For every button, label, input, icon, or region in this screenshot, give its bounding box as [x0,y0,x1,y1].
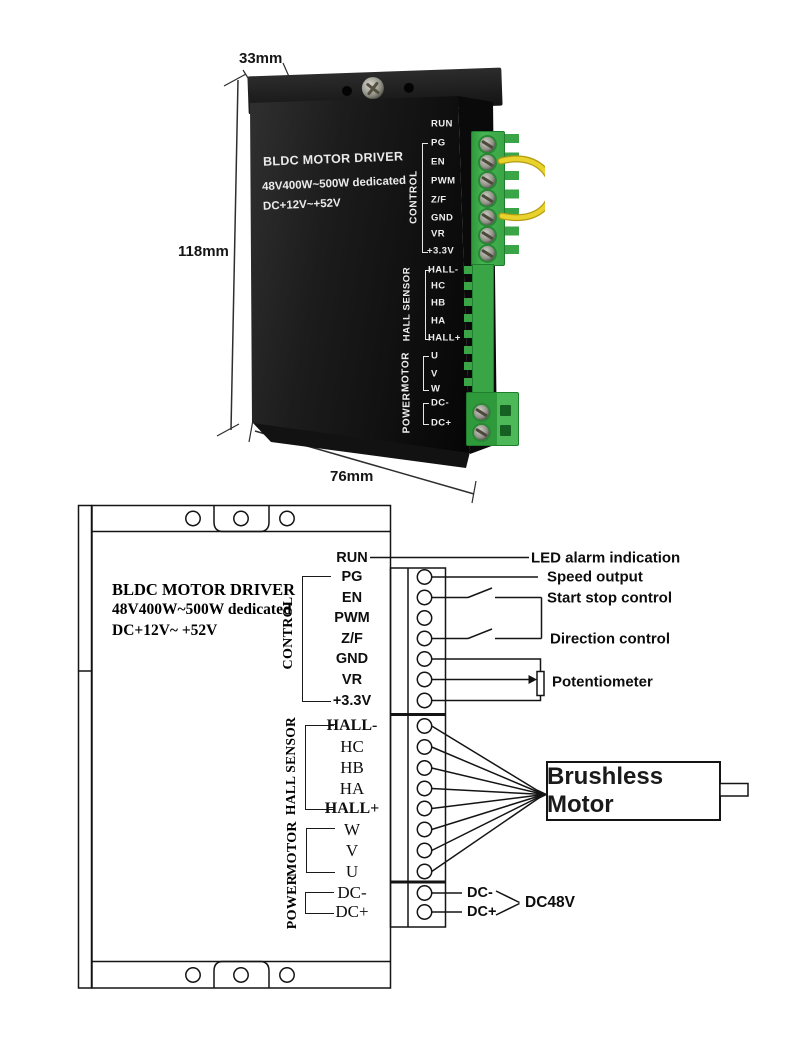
diagram-group-power: POWER [285,874,300,930]
device-title: BLDC MOTOR DRIVER [262,149,404,169]
motor-fan-wires [432,726,544,872]
pin-label: U [345,861,359,881]
device-pin-run: RUN [431,118,453,129]
pin-label: Z/F [341,630,363,647]
device-pin: V [431,368,438,380]
annotation-led: LED alarm indication [531,549,681,566]
device-pin: HALL+ [428,332,461,344]
mounting-hole [186,968,200,982]
pin-label: W [343,819,361,839]
pin-label: HALL- [326,717,378,734]
mounting-hole [234,968,248,982]
diagram-title: BLDC MOTOR DRIVER [112,580,296,599]
annotation-dc-plus: DC+ [467,904,497,920]
supply-lead [496,891,520,903]
device-group-hall: HALL SENSOR [401,266,413,342]
annotation-startstop: Start stop control [547,589,673,606]
dimension-width: 76mm [330,468,374,485]
supply-lead [496,904,520,916]
device-pin: EN [431,156,445,168]
mounting-hole [186,511,200,525]
driver-photo [245,60,545,480]
gnd-wire [432,659,541,672]
device-pin: HA [431,315,446,327]
pin-label: EN [341,589,363,606]
pin-label: PWM [334,610,370,626]
pin-label: V [345,840,359,860]
device-group-motor: MOTOR [400,351,412,393]
pin-run: RUN [336,549,368,566]
annotation-potentiometer: Potentiometer [552,673,653,690]
pin-label: HA [339,778,365,798]
pin-label: HALL+ [324,799,380,817]
device-group-power: POWER [401,392,413,434]
motor-shaft [720,784,748,797]
dimension-height: 118mm [178,243,229,260]
annotation-speed: Speed output [547,568,643,586]
device-pin: W [431,383,441,395]
device-pin: +3.3V [427,245,455,257]
dimension-depth: 33mm [239,50,283,67]
terminal-circles [417,570,431,919]
device-pin: HB [431,297,446,309]
start-stop-switch-symbol [432,588,542,598]
pin-label: +3.3V [332,692,372,709]
device-pin: DC- [431,397,450,409]
mounting-hole [280,511,294,525]
brushless-motor-box: Brushless Motor [547,763,664,818]
wiper-arrowhead [529,675,538,684]
device-pin: Z/F [431,194,447,206]
pin-label: GND [335,651,369,667]
terminal-block [391,568,446,927]
diagram-group-motor: MOTOR [285,821,300,877]
v33-wire [432,696,541,701]
device-pin: U [431,350,439,362]
device-pin: GND [431,212,454,224]
jumper-wire [245,60,545,480]
device-pin: VR [431,228,445,239]
device-pin: PG [431,137,446,149]
annotation-direction: Direction control [550,630,671,647]
mounting-hole [234,511,248,525]
device-pin: HC [431,280,446,292]
device-pin: PWM [431,175,456,187]
device-spec-line: 48V400W~500W dedicated [261,174,407,194]
potentiometer-symbol [537,672,544,696]
pin-label: DC+ [335,902,369,921]
diagram-voltage-line: DC+12V~ +52V [112,622,218,639]
pin-label: DC- [337,883,367,902]
device-voltage-line: DC+12V~+52V [262,197,341,213]
annotation-dc-minus: DC- [467,885,493,901]
mounting-hole [280,968,294,982]
pin-label: HB [340,758,364,777]
pin-label: PG [341,569,363,585]
pin-label: VR [341,671,363,688]
diagram-group-control: CONTROL [281,596,296,670]
device-group-control: CONTROL [408,170,420,224]
direction-switch-symbol [432,629,542,639]
diagram-group-hall: HALL SENSOR [283,716,298,816]
pin-label: HC [340,737,364,756]
device-pin: DC+ [431,417,452,429]
annotation-supply: DC48V [525,893,575,911]
diagram-spec-line: 48V400W~500W dedicated [112,601,292,618]
device-pin: HALL- [428,264,459,276]
